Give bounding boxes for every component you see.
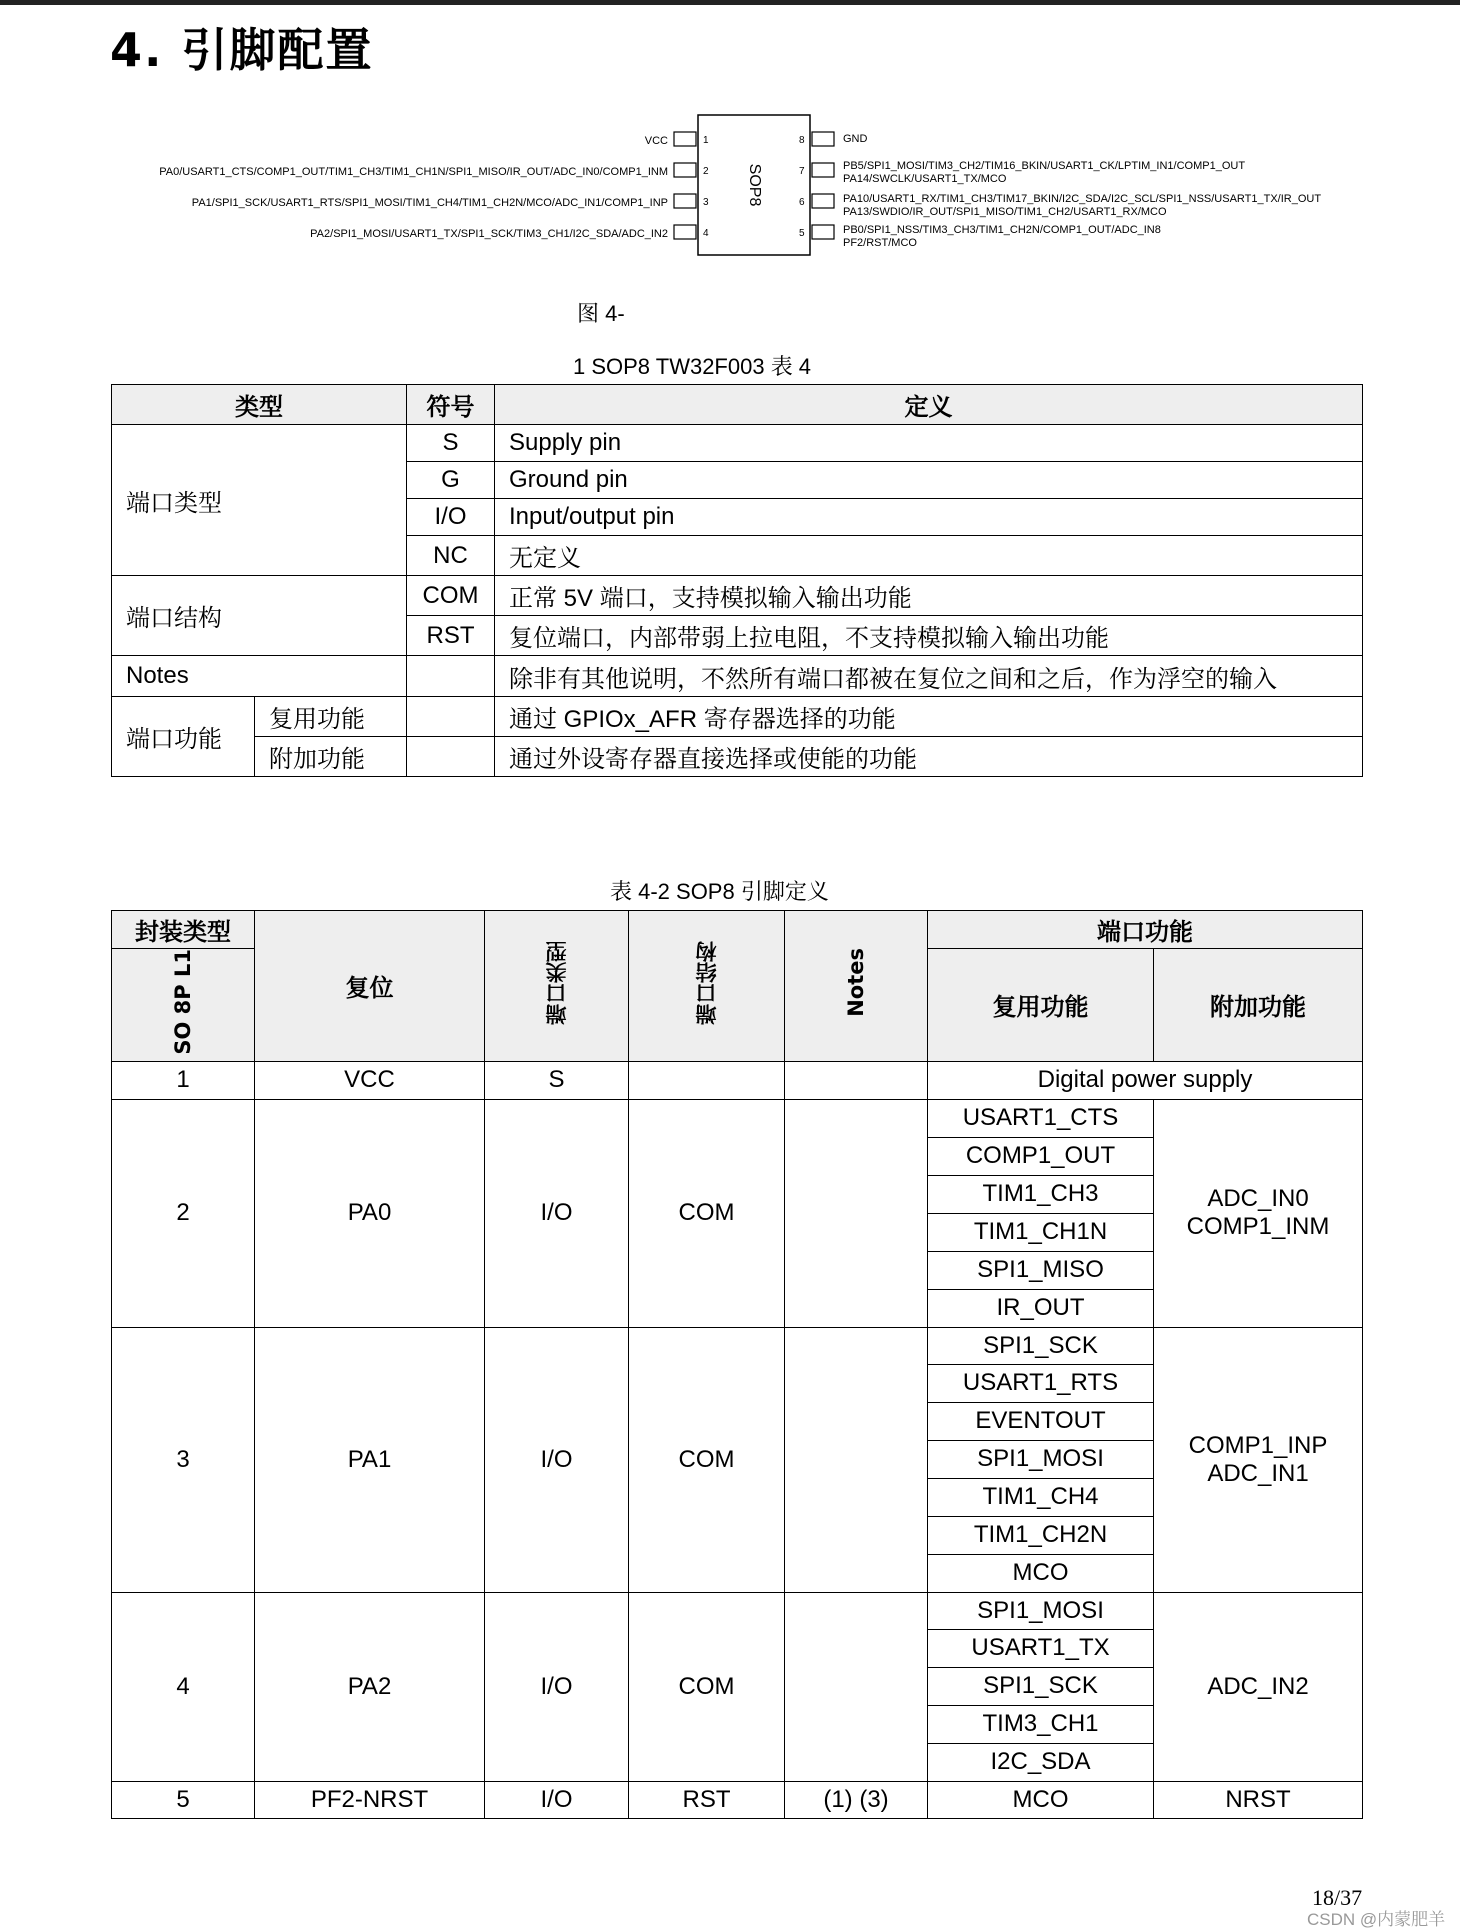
- reset-name: PF2-NRST: [255, 1781, 485, 1818]
- definition-cell: 无定义: [495, 536, 1363, 576]
- reset-name: PA0: [255, 1099, 485, 1327]
- notes: [785, 1592, 928, 1781]
- pin-name-1: VCC: [644, 135, 668, 147]
- alt-function: COMP1_OUT: [928, 1137, 1154, 1175]
- header-definition: 定义: [495, 385, 1363, 425]
- sop8-pin-definition-table: [111, 910, 1363, 1819]
- notes: [785, 1327, 928, 1592]
- port-type: I/O: [485, 1781, 629, 1818]
- top-border: [0, 0, 1460, 5]
- alt-function: SPI1_SCK: [928, 1327, 1154, 1364]
- port-structure: COM: [629, 1099, 785, 1327]
- pin-number: 1: [112, 1061, 255, 1099]
- reset-name: PA1: [255, 1327, 485, 1592]
- symbol-cell: [407, 697, 495, 737]
- port-function-label: 端口功能: [112, 697, 255, 777]
- port-definition-table: [111, 384, 1363, 777]
- header-port-structure: [629, 911, 785, 1062]
- pin-box-2: [674, 163, 696, 177]
- pin-name-8: GND: [843, 133, 868, 145]
- pin-name-5-line2: PF2/RST/MCO: [843, 237, 917, 249]
- alt-function: SPI1_MISO: [928, 1251, 1154, 1289]
- pin-box-3: [674, 194, 696, 208]
- table2-caption: 表 4-2 SOP8 引脚定义: [610, 879, 829, 904]
- header-notes-text: Notes: [844, 948, 868, 1018]
- pin-name-7-line1: PB5/SPI1_MOSI/TIM3_CH2/TIM16_BKIN/USART1_CK/LPTIM_IN1/COMP1_OUT: [843, 160, 1246, 172]
- symbol-cell: NC: [407, 536, 495, 576]
- symbol-cell: COM: [407, 576, 495, 616]
- pin-number-5: 5: [799, 228, 805, 239]
- pin-number-1: 1: [703, 135, 709, 146]
- definition-cell: 通过 GPIOx_AFR 寄存器选择的功能: [495, 697, 1363, 737]
- header-port-structure-text: 端口结构: [694, 940, 719, 1025]
- header-port-type: [485, 911, 629, 1062]
- chip-label: SOP8: [746, 163, 763, 207]
- symbol-cell: [407, 737, 495, 777]
- alt-function: IR_OUT: [928, 1289, 1154, 1327]
- pin-box-4: [674, 225, 696, 239]
- add-function: [1154, 1592, 1363, 1781]
- add-function-item: ADC_IN2: [1207, 1672, 1309, 1700]
- add-function-item: ADC_IN1: [1207, 1459, 1309, 1487]
- pin-number: 5: [112, 1781, 255, 1818]
- port-type: S: [485, 1061, 629, 1099]
- port-structure: COM: [629, 1592, 785, 1781]
- header-symbol: 符号: [407, 385, 495, 425]
- header-reset: 复位: [255, 911, 485, 1062]
- add-function-item: ADC_IN0: [1207, 1185, 1309, 1213]
- header-package-text: SO 8P L1: [171, 949, 195, 1055]
- alt-function: TIM3_CH1: [928, 1705, 1154, 1743]
- alt-function: MCO: [928, 1781, 1154, 1818]
- header-type: 类型: [112, 385, 407, 425]
- alt-function-label: 复用功能: [255, 697, 407, 737]
- pin-number: 3: [112, 1327, 255, 1592]
- pin-box-7: [812, 163, 834, 177]
- pin-name-2: PA0/USART1_CTS/COMP1_OUT/TIM1_CH3/TIM1_CH1N/SPI1_MISO/IR_OUT/ADC_IN0/COMP1_INM: [159, 166, 668, 178]
- header-package: [112, 949, 255, 1062]
- port-type: I/O: [485, 1327, 629, 1592]
- alt-function: TIM1_CH2N: [928, 1516, 1154, 1554]
- description: Digital power supply: [928, 1061, 1363, 1099]
- symbol-cell: S: [407, 425, 495, 462]
- port-type: I/O: [485, 1592, 629, 1781]
- alt-function: USART1_RTS: [928, 1364, 1154, 1402]
- page-number: 18/37: [1312, 1885, 1363, 1910]
- definition-cell: 除非有其他说明，不然所有端口都被在复位之间和之后，作为浮空的输入: [495, 656, 1363, 697]
- watermark: CSDN @内蒙肥羊: [1307, 1910, 1446, 1929]
- pin-box-8: [812, 132, 834, 146]
- sop8-pinout-diagram: [0, 100, 1460, 270]
- pin-box-1: [674, 132, 696, 146]
- alt-function: I2C_SDA: [928, 1743, 1154, 1781]
- pin-name-6-line1: PA10/USART1_RX/TIM1_CH3/TIM17_BKIN/I2C_SDA/I2C_SCL/SPI1_NSS/USART1_TX/IR_OUT: [843, 193, 1322, 205]
- pin-number-7: 7: [799, 166, 805, 177]
- pin-name-4: PA2/SPI1_MOSI/USART1_TX/SPI1_SCK/TIM3_CH1/I2C_SDA/ADC_IN2: [310, 228, 668, 240]
- add-function-label: 附加功能: [255, 737, 407, 777]
- alt-function: EVENTOUT: [928, 1402, 1154, 1440]
- definition-cell: Ground pin: [495, 462, 1363, 499]
- pin-number-6: 6: [799, 197, 805, 208]
- header-notes: [785, 911, 928, 1062]
- definition-cell: 正常 5V 端口，支持模拟输入输出功能: [495, 576, 1363, 616]
- alt-function: MCO: [928, 1554, 1154, 1592]
- symbol-cell: I/O: [407, 499, 495, 536]
- alt-function: USART1_TX: [928, 1629, 1154, 1667]
- port-type-label: 端口类型: [112, 425, 407, 576]
- symbol-cell: RST: [407, 616, 495, 656]
- pin-box-5: [812, 225, 834, 239]
- pin-name-7-line2: PA14/SWCLK/USART1_TX/MCO: [843, 173, 1007, 185]
- header-package-type: 封装类型: [112, 911, 255, 949]
- symbol-cell: G: [407, 462, 495, 499]
- definition-cell: 通过外设寄存器直接选择或使能的功能: [495, 737, 1363, 777]
- port-type: I/O: [485, 1099, 629, 1327]
- pin-number-2: 2: [703, 166, 709, 177]
- port-structure: RST: [629, 1781, 785, 1818]
- add-function-item: COMP1_INM: [1186, 1213, 1330, 1241]
- definition-cell: Supply pin: [495, 425, 1363, 462]
- notes: [785, 1099, 928, 1327]
- pin-number: 2: [112, 1099, 255, 1327]
- alt-function: SPI1_MOSI: [928, 1440, 1154, 1478]
- notes: [785, 1061, 928, 1099]
- header-add-function: 附加功能: [1154, 949, 1363, 1062]
- section-title: 4. 引脚配置: [110, 23, 374, 77]
- port-structure-label: 端口结构: [112, 576, 407, 656]
- reset-name: VCC: [255, 1061, 485, 1099]
- pin-name-5-line1: PB0/SPI1_NSS/TIM3_CH3/TIM1_CH2N/COMP1_OUT/ADC_IN8: [843, 224, 1161, 236]
- header-port-type-text: 端口类型: [544, 940, 569, 1025]
- pin-number-3: 3: [703, 197, 709, 208]
- alt-function: USART1_CTS: [928, 1099, 1154, 1137]
- definition-cell: 复位端口，内部带弱上拉电阻，不支持模拟输入输出功能: [495, 616, 1363, 656]
- port-structure: COM: [629, 1327, 785, 1592]
- notes: (1) (3): [785, 1781, 928, 1818]
- pin-number-4: 4: [703, 228, 709, 239]
- definition-cell: Input/output pin: [495, 499, 1363, 536]
- pin-name-6-line2: PA13/SWDIO/IR_OUT/SPI1_MISO/TIM1_CH2/USART1_RX/MCO: [843, 206, 1167, 218]
- add-function: [1154, 1099, 1363, 1327]
- header-alt-function: 复用功能: [928, 949, 1154, 1062]
- pin-name-3: PA1/SPI1_SCK/USART1_RTS/SPI1_MOSI/TIM1_CH4/TIM1_CH2N/MCO/ADC_IN1/COMP1_INP: [191, 197, 668, 209]
- header-port-function: 端口功能: [928, 911, 1363, 949]
- pin-box-6: [812, 194, 834, 208]
- symbol-cell: [407, 656, 495, 697]
- figure-caption: 图 4-: [577, 301, 625, 326]
- add-function: NRST: [1154, 1781, 1363, 1818]
- alt-function: TIM1_CH4: [928, 1478, 1154, 1516]
- port-structure: [629, 1061, 785, 1099]
- table1-caption: 1 SOP8 TW32F003 表 4: [573, 354, 812, 379]
- alt-function: TIM1_CH3: [928, 1175, 1154, 1213]
- notes-label: Notes: [112, 656, 407, 697]
- alt-function: SPI1_SCK: [928, 1667, 1154, 1705]
- add-function: [1154, 1327, 1363, 1592]
- pin-number-8: 8: [799, 135, 805, 146]
- alt-function: TIM1_CH1N: [928, 1213, 1154, 1251]
- reset-name: PA2: [255, 1592, 485, 1781]
- add-function-item: COMP1_INP: [1188, 1431, 1328, 1459]
- pin-number: 4: [112, 1592, 255, 1781]
- alt-function: SPI1_MOSI: [928, 1592, 1154, 1629]
